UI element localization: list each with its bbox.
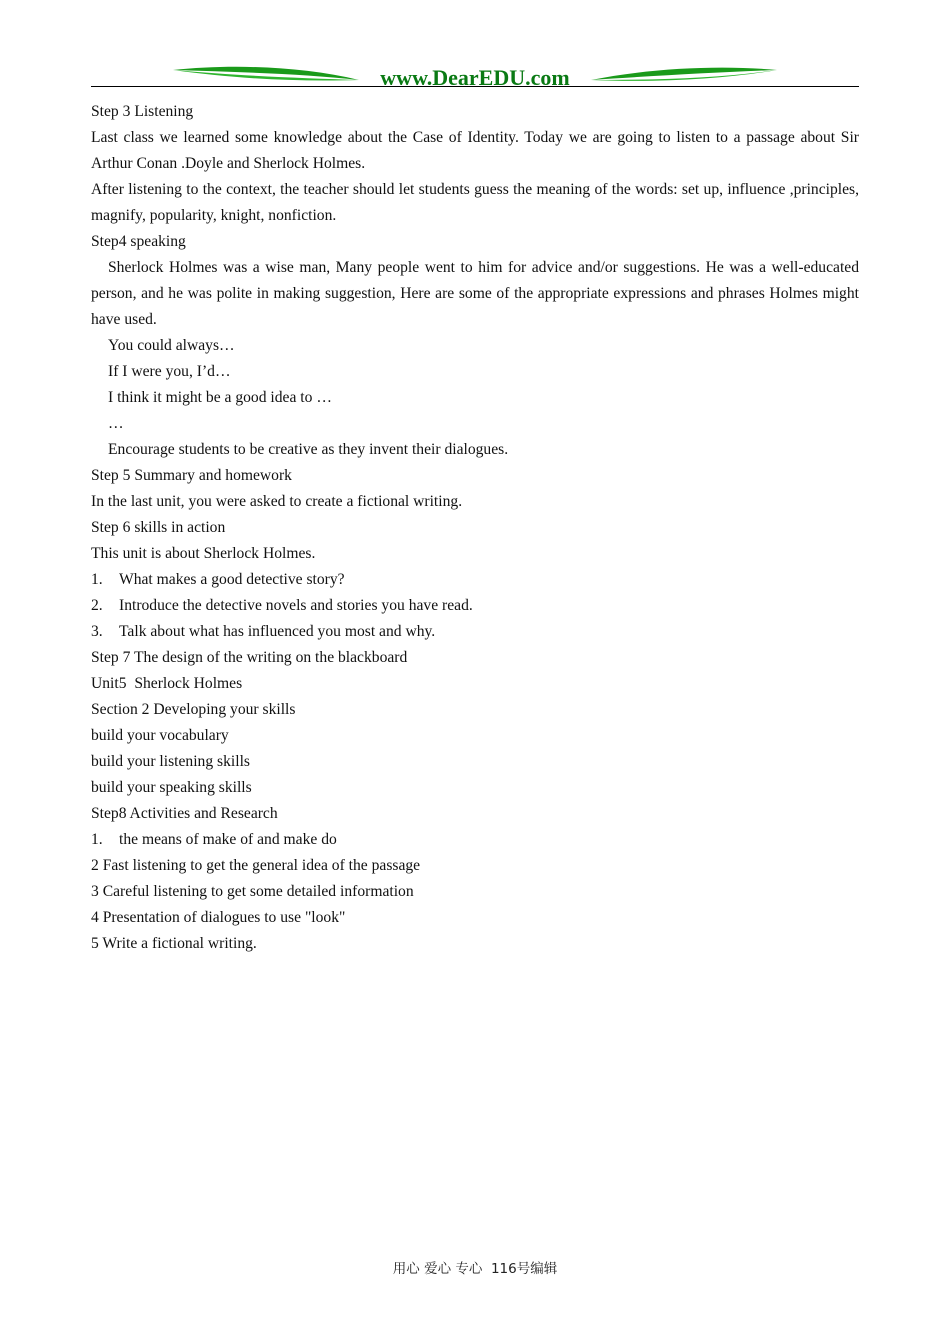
blackboard-line-1: build your vocabulary <box>91 727 229 744</box>
activity-1: 1. the means of make of and make do <box>91 831 337 848</box>
page-footer: 用心 爱心 专心 116号编辑 <box>392 1261 558 1277</box>
list-item: 1. What makes a good detective story? <box>91 571 345 588</box>
activity-5: 5 Write a fictional writing. <box>91 935 257 952</box>
expression-ellipsis: … <box>108 415 124 432</box>
document-body <box>91 99 859 957</box>
step4-heading: Step4 speaking <box>91 233 186 250</box>
list-item: 2. Introduce the detective novels and stories you have read. <box>91 597 473 614</box>
step6-heading: Step 6 skills in action <box>91 519 226 536</box>
activity-4: 4 Presentation of dialogues to use "look" <box>91 909 346 926</box>
expression-1: You could always… <box>108 337 235 354</box>
logo-text: www.DearEDU.com <box>380 65 570 90</box>
activity-2: 2 Fast listening to get the general idea of the passage <box>91 857 421 874</box>
expression-2: If I were you, I’d… <box>108 363 231 380</box>
blackboard-line-3: build your speaking skills <box>91 779 252 796</box>
list-item: 3. Talk about what has influenced you most and why. <box>91 623 436 640</box>
step3-paragraph: Last class we learned some knowledge about the Case of Identity. Today we are going to listen to a passage about Sir Arthur Conan .Doyle and Sherlock Holmes. <box>91 129 859 172</box>
blackboard-line-2: build your listening skills <box>91 753 250 770</box>
step4-paragraph: Sherlock Holmes was a wise man, Many people went to him for advice and/or suggestions. He was a well-educated person, and he was polite in making suggestion, Here are some of the appropriate expressions and phrases Holmes might have used. <box>91 259 859 328</box>
header-rule <box>91 86 859 87</box>
step8-heading: Step8 Activities and Research <box>91 805 278 822</box>
activity-3: 3 Careful listening to get some detailed information <box>91 883 414 900</box>
unit-title: Unit5 Sherlock Holmes <box>91 675 243 692</box>
step5-text: In the last unit, you were asked to create a fictional writing. <box>91 493 463 510</box>
step4-encourage: Encourage students to be creative as they invent their dialogues. <box>108 441 509 458</box>
expression-3: I think it might be a good idea to … <box>108 389 332 406</box>
step3-instruction: After listening to the context, the teacher should let students guess the meaning of the words: set up, influence ,principles, magnify, popularity, knight, nonfiction. <box>91 181 859 224</box>
step6-text: This unit is about Sherlock Holmes. <box>91 545 316 562</box>
step5-heading: Step 5 Summary and homework <box>91 467 292 484</box>
step7-heading: Step 7 The design of the writing on the blackboard <box>91 649 408 666</box>
section-title: Section 2 Developing your skills <box>91 701 296 718</box>
step3-heading: Step 3 Listening <box>91 103 194 120</box>
